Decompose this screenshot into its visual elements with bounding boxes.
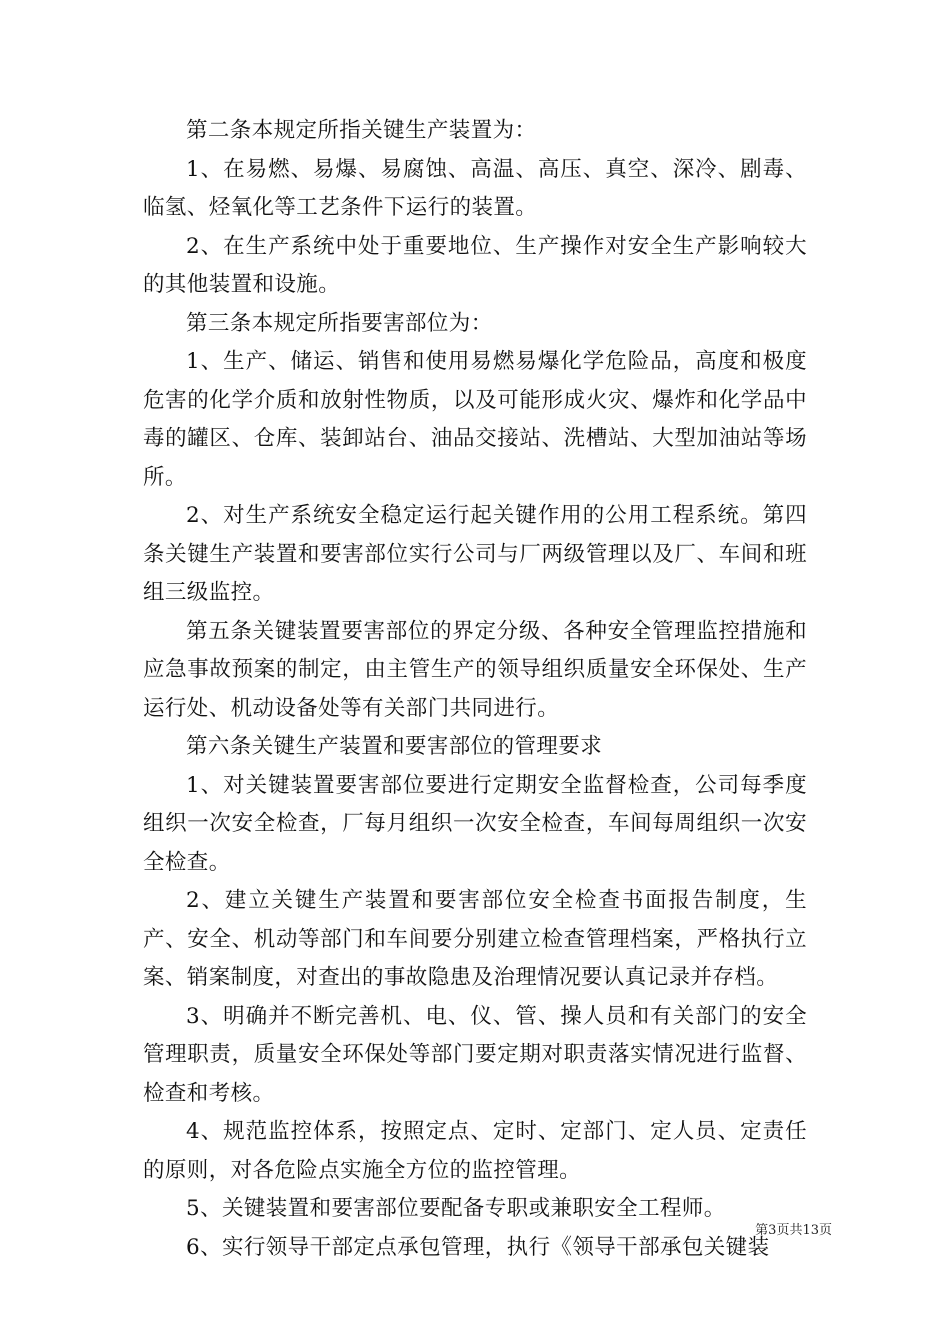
paragraph-article-6-item-3: 3、明确并不断完善机、电、仪、管、操人员和有关部门的安全管理职责，质量安全环保处等部门要定期对职责落实情况进行监督、检查和考核。 [143, 1003, 807, 1106]
paragraph-article-6: 第六条关键生产装置和要害部位的管理要求 [186, 734, 603, 759]
paragraph-article-3: 第三条本规定所指要害部位为： [186, 310, 493, 336]
paragraph-article-5: 第五条关键装置要害部位的界定分级、各种安全管理监控措施和应急事故预案的制定，由主管生产的领导组织质量安全环保处、生产运行处、机动设备处等有关部门共同进行。 [143, 618, 807, 721]
paragraph-article-2-item-2: 2、在生产系统中处于重要地位、生产操作对安全生产影响较大的其他装置和设施。 [143, 233, 807, 297]
paragraph-article-6-item-5: 5、关键装置和要害部位要配备专职或兼职安全工程师。 [186, 1196, 726, 1221]
paragraph-article-3-item-2: 2、对生产系统安全稳定运行起关键作用的公用工程系统。第四条关键生产装置和要害部位实行公司与厂两级管理以及厂、车间和班组三级监控。 [143, 503, 807, 605]
document-body [143, 112, 807, 1267]
paragraph-article-6-item-1: 1、对关键装置要害部位要进行定期安全监督检查，公司每季度组织一次安全检查，厂每月组织一次安全检查，车间每周组织一次安全检查。 [143, 772, 807, 875]
paragraph-article-2-item-1: 1、在易燃、易爆、易腐蚀、高温、高压、真空、深冷、剧毒、临氢、烃氧化等工艺条件下运行的装置。 [143, 156, 807, 220]
paragraph-article-6-item-2: 2、建立关键生产装置和要害部位安全检查书面报告制度，生产、安全、机动等部门和车间要分别建立检查管理档案，严格执行立案、销案制度，对查出的事故隐患及治理情况要认真记录并存档。 [143, 888, 807, 990]
page-number-footer: 第3页共13页 [755, 1223, 832, 1238]
paragraph-article-3-item-1: 1、生产、储运、销售和使用易燃易爆化学危险品，高度和极度危害的化学介质和放射性物质，以及可能形成火灾、爆炸和化学品中毒的罐区、仓库、装卸站台、油品交接站、洗槽站、大型加油站等场所。 [143, 349, 807, 490]
paragraph-article-2: 第二条本规定所指关键生产装置为： [186, 118, 537, 143]
paragraph-article-6-item-4: 4、规范监控体系，按照定点、定时、定部门、定人员、定责任的原则，对各危险点实施全方位的监控管理。 [143, 1119, 807, 1183]
paragraph-article-6-item-6: 6、实行领导干部定点承包管理，执行《领导干部承包关键装 [186, 1234, 770, 1260]
